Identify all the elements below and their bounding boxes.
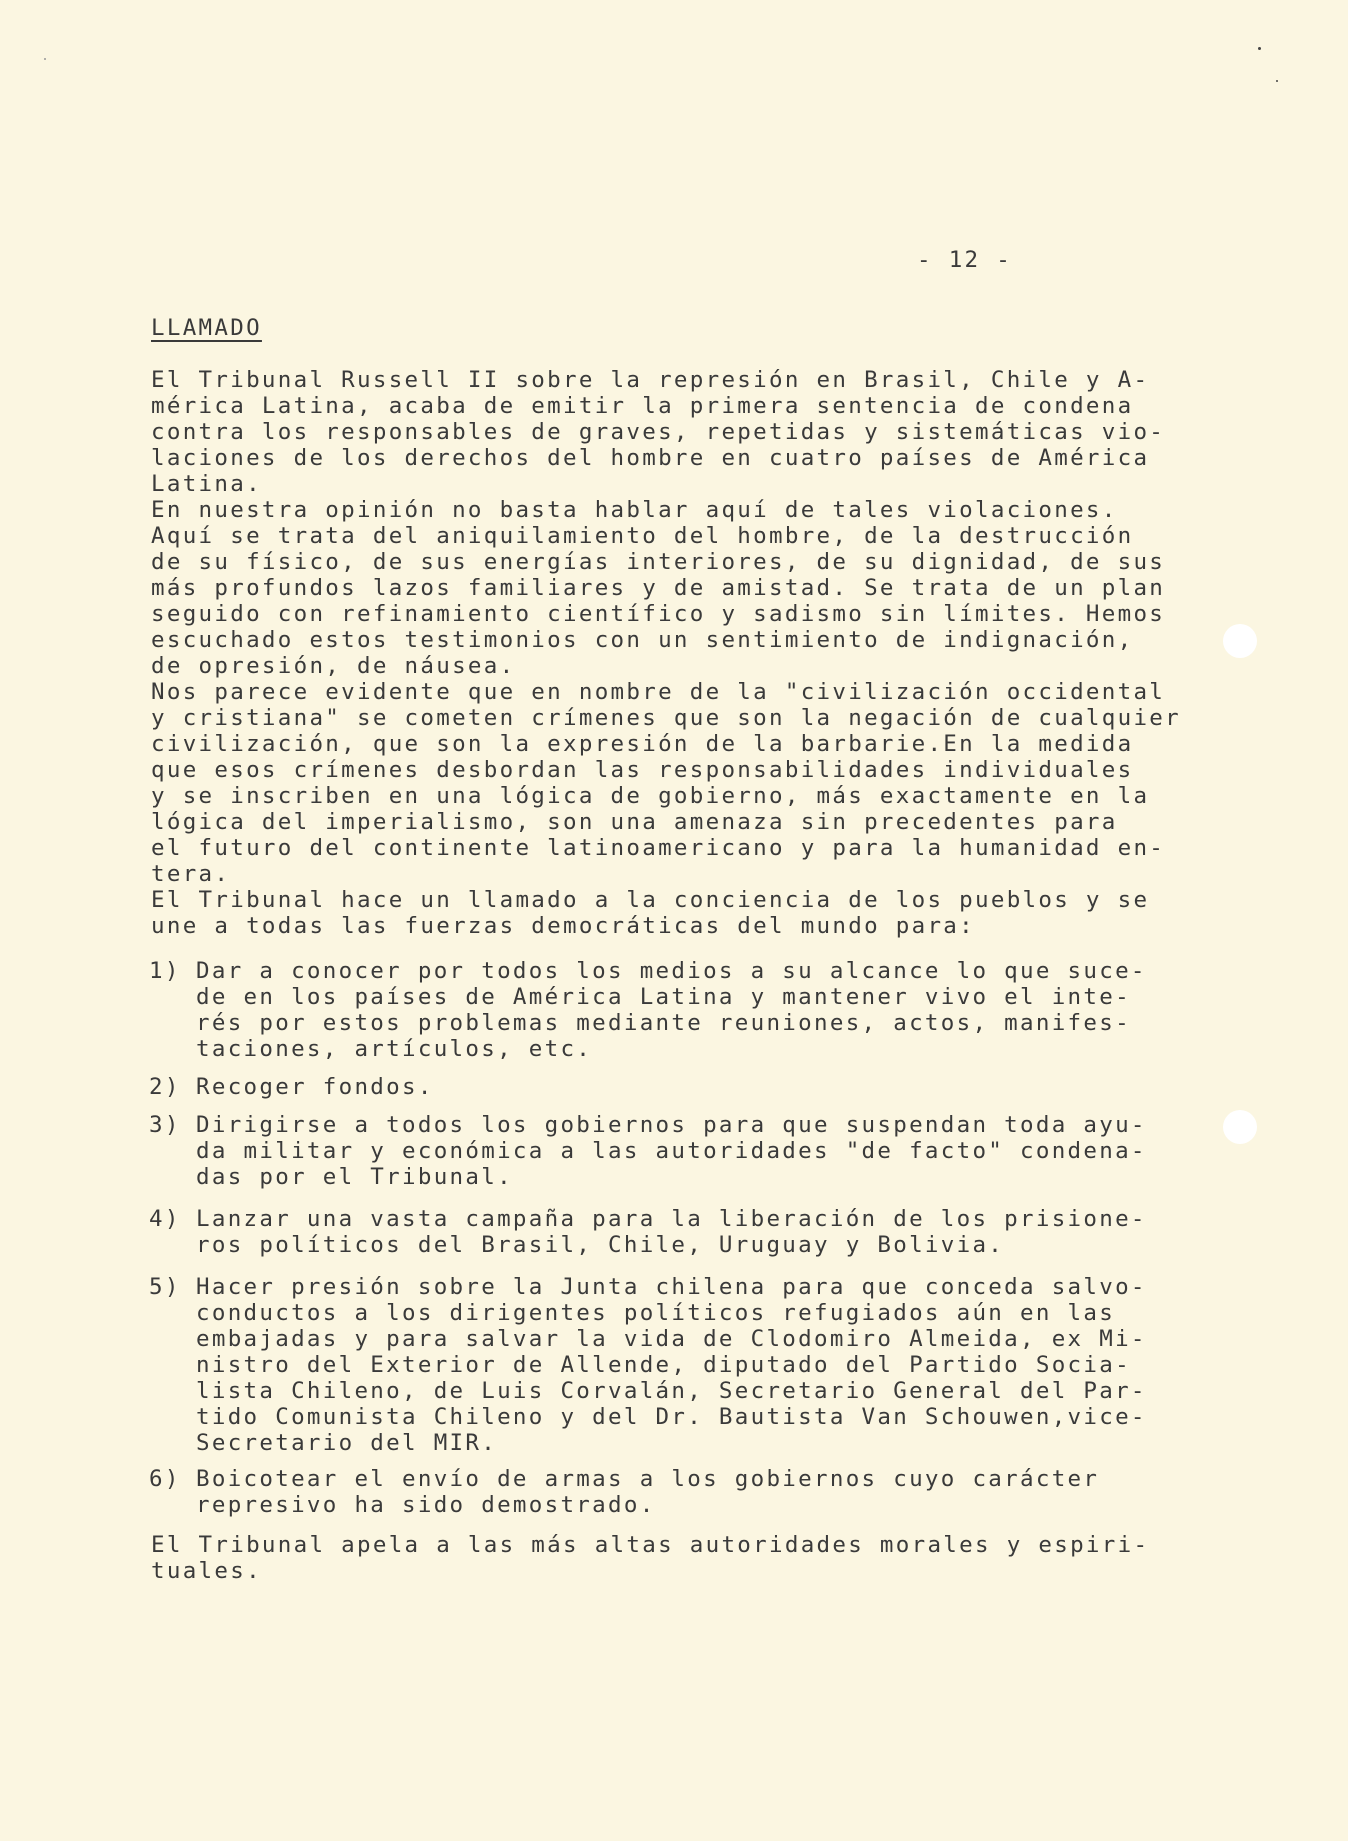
body-line: el futuro del continente latinoamericano y para la humanidad en- xyxy=(151,835,1166,861)
list-item-line: Secretario del MIR. xyxy=(196,1430,498,1456)
list-item-line: Boicotear el envío de armas a los gobiernos cuyo carácter xyxy=(196,1466,1100,1492)
list-item-line: tido Comunista Chileno y del Dr. Bautista Van Schouwen,vice- xyxy=(196,1404,1147,1430)
list-item-line: nistro del Exterior de Allende, diputado del Partido Socia- xyxy=(196,1352,1131,1378)
list-item-line: Dirigirse a todos los gobiernos para que suspendan toda ayu- xyxy=(196,1112,1147,1138)
body-line: y cristiana" se cometen crímenes que son la negación de cualquier xyxy=(151,705,1181,731)
punch-hole xyxy=(1223,624,1257,658)
body-line: de opresión, de náusea. xyxy=(151,653,516,679)
list-item-line: das por el Tribunal. xyxy=(196,1164,513,1190)
body-line: escuchado estos testimonios con un sentimiento de indignación, xyxy=(151,627,1134,653)
body-line: más profundos lazos familiares y de amistad. Se trata de un plan xyxy=(151,575,1166,601)
list-item-line: Recoger fondos. xyxy=(196,1074,434,1100)
list-item-line: ros políticos del Brasil, Chile, Uruguay y Bolivia. xyxy=(196,1232,1005,1258)
body-line: Aquí se trata del aniquilamiento del hombre, de la destrucción xyxy=(151,523,1134,549)
list-item-line: Dar a conocer por todos los medios a su alcance lo que suce- xyxy=(196,958,1147,984)
body-line: de su físico, de sus energías interiores, de su dignidad, de sus xyxy=(151,549,1166,575)
list-item-number: 1) xyxy=(149,958,181,984)
list-item-line: embajadas y para salvar la vida de Clodomiro Almeida, ex Mi- xyxy=(196,1326,1147,1352)
punch-hole xyxy=(1223,1110,1257,1144)
list-item-line: conductos a los dirigentes políticos refugiados aún en las xyxy=(196,1300,1116,1326)
body-line: que esos crímenes desbordan las responsabilidades individuales xyxy=(151,757,1134,783)
body-line: En nuestra opinión no basta hablar aquí de tales violaciones. xyxy=(151,497,1118,523)
list-item-number: 3) xyxy=(149,1112,181,1138)
list-item-line: taciones, artículos, etc. xyxy=(196,1036,593,1062)
paper-speck xyxy=(1258,47,1261,50)
list-item-line: Hacer presión sobre la Junta chilena para que conceda salvo- xyxy=(196,1274,1147,1300)
body-line: El Tribunal Russell II sobre la represión en Brasil, Chile y A- xyxy=(151,367,1150,393)
closing-line: tuales. xyxy=(151,1558,262,1584)
body-line: tera. xyxy=(151,861,231,887)
list-item-line: lista Chileno, de Luis Corvalán, Secretario General del Par- xyxy=(196,1378,1147,1404)
list-item-number: 6) xyxy=(149,1466,181,1492)
list-item-number: 5) xyxy=(149,1274,181,1300)
body-line: Nos parece evidente que en nombre de la "civilización occidental xyxy=(151,679,1166,705)
list-item-line: de en los países de América Latina y mantener vivo el inte- xyxy=(196,984,1131,1010)
body-line: El Tribunal hace un llamado a la conciencia de los pueblos y se xyxy=(151,887,1150,913)
list-item-number: 4) xyxy=(149,1206,181,1232)
closing-line: El Tribunal apela a las más altas autoridades morales y espiri- xyxy=(151,1532,1150,1558)
list-item-line: rés por estos problemas mediante reuniones, actos, manifes- xyxy=(196,1010,1131,1036)
page-number: - 12 - xyxy=(917,247,1013,273)
body-line: une a todas las fuerzas democráticas del mundo para: xyxy=(151,913,975,939)
list-item-line: da militar y económica a las autoridades "de facto" condena- xyxy=(196,1138,1147,1164)
paper-speck xyxy=(44,58,46,60)
page-title: LLAMADO xyxy=(151,315,262,341)
body-line: Latina. xyxy=(151,471,262,497)
body-line: lógica del imperialismo, son una amenaza sin precedentes para xyxy=(151,809,1118,835)
body-line: civilización, que son la expresión de la barbarie.En la medida xyxy=(151,731,1134,757)
body-line: y se inscriben en una lógica de gobierno, más exactamente en la xyxy=(151,783,1150,809)
list-item-line: Lanzar una vasta campaña para la liberación de los prisione- xyxy=(196,1206,1147,1232)
paper-speck xyxy=(1276,80,1278,82)
list-item-number: 2) xyxy=(149,1074,181,1100)
body-line: mérica Latina, acaba de emitir la primera sentencia de condena xyxy=(151,393,1134,419)
list-item-line: represivo ha sido demostrado. xyxy=(196,1492,656,1518)
body-line: laciones de los derechos del hombre en cuatro países de América xyxy=(151,445,1150,471)
body-line: seguido con refinamiento científico y sadismo sin límites. Hemos xyxy=(151,601,1166,627)
body-line: contra los responsables de graves, repetidas y sistemáticas vio- xyxy=(151,419,1166,445)
